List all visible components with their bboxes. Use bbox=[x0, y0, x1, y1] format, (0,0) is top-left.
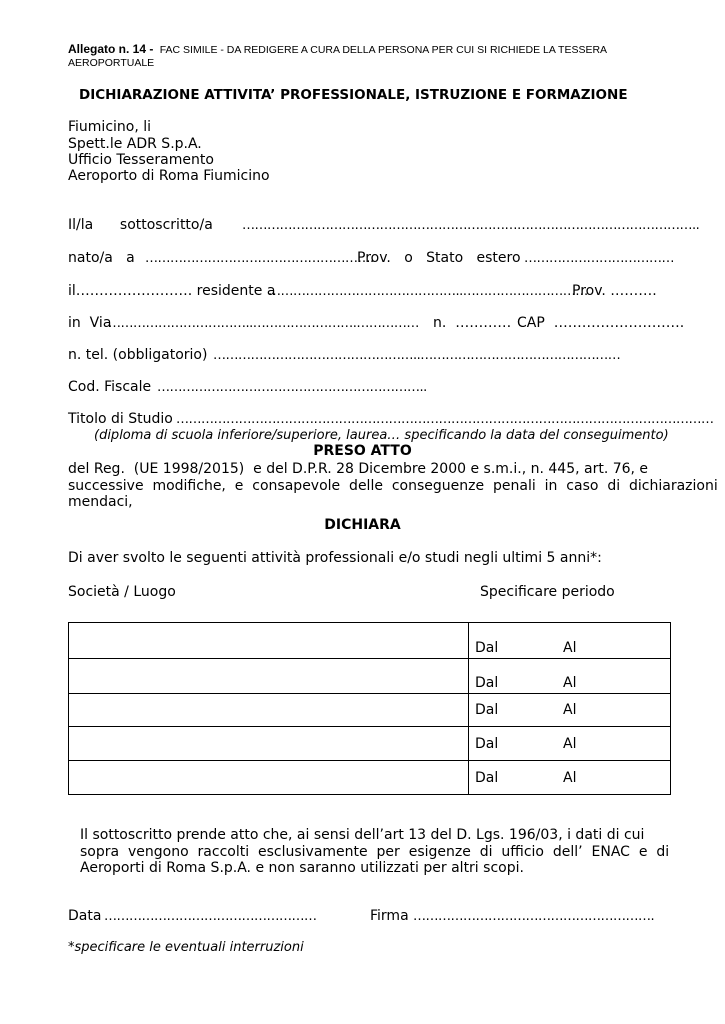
firma-field[interactable]: …………………………………………………. bbox=[413, 909, 655, 924]
period-cell[interactable] bbox=[469, 761, 671, 795]
data-field[interactable]: …………………………………………… bbox=[104, 909, 317, 924]
header-line-2: AEROPORTUALE bbox=[68, 57, 155, 69]
table-row bbox=[69, 761, 671, 795]
via-label: in Via bbox=[68, 315, 112, 331]
header-description: FAC SIMILE - DA REDIGERE A CURA DELLA PERSONA PER CUI SI RICHIEDE LA TESSERA bbox=[159, 44, 608, 56]
al-label: Al bbox=[563, 640, 577, 656]
privacy-line-2: sopra vengono raccolti esclusivamente per esigenze di ufficio dell’ ENAC e di bbox=[80, 844, 670, 860]
residente-field[interactable]: ………………………………………..………………………… bbox=[268, 284, 588, 299]
dichiara-heading: DICHIARA bbox=[324, 517, 401, 533]
header-line-1 bbox=[68, 42, 607, 56]
table-row bbox=[69, 659, 671, 694]
dal-label: Dal bbox=[475, 640, 499, 656]
sottoscritto-field[interactable]: ……………………………………………………………………………………………….. bbox=[242, 218, 700, 233]
nato-label: nato/a a bbox=[68, 250, 135, 266]
period-cell[interactable] bbox=[469, 727, 671, 761]
nato-field[interactable]: ………………………………………………. bbox=[145, 251, 374, 266]
address-line-1: Fiumicino, li bbox=[68, 119, 152, 135]
societa-cell[interactable] bbox=[69, 623, 469, 659]
via-field[interactable]: ……………………………..…………………….…………… bbox=[108, 316, 419, 331]
document-title: DICHIARAZIONE ATTIVITA’ PROFESSIONALE, ISTRUZIONE E FORMAZIONE bbox=[79, 87, 628, 103]
allegato-label: Allegato n. 14 - bbox=[68, 42, 154, 56]
col-specificare-periodo: Specificare periodo bbox=[480, 584, 615, 600]
prov-field[interactable]: Prov. ………. bbox=[572, 283, 657, 299]
al-label: Al bbox=[563, 735, 577, 752]
preso-atto-line-3: mendaci, bbox=[68, 494, 133, 510]
prov-stato-field[interactable]: ……………………………… bbox=[524, 251, 674, 266]
dal-label: Dal bbox=[475, 675, 499, 691]
al-label: Al bbox=[563, 702, 577, 718]
table-row bbox=[69, 623, 671, 659]
numero-field[interactable]: n. ………… bbox=[433, 315, 512, 331]
preso-atto-line-2: successive modifiche, e consapevole delle conseguenze penali in caso di dichiarazioni bbox=[68, 478, 718, 494]
preso-atto-heading: PRESO ATTO bbox=[313, 443, 412, 459]
dichiara-statement: Di aver svolto le seguenti attività professionali e/o studi negli ultimi 5 anni*: bbox=[68, 550, 602, 566]
tel-label: n. tel. (obbligatorio) bbox=[68, 347, 208, 363]
dal-label: Dal bbox=[475, 702, 499, 718]
privacy-line-3: Aeroporti di Roma S.p.A. e non saranno utilizzati per altri scopi. bbox=[80, 860, 524, 876]
societa-cell[interactable] bbox=[69, 659, 469, 694]
al-label: Al bbox=[563, 769, 577, 786]
dal-label: Dal bbox=[475, 769, 499, 786]
table-row bbox=[69, 694, 671, 727]
tel-field[interactable]: …………………………………………..………………………………………… bbox=[213, 348, 621, 363]
col-societa-luogo: Società / Luogo bbox=[68, 584, 176, 600]
period-cell[interactable] bbox=[469, 623, 671, 659]
dal-label: Dal bbox=[475, 735, 499, 752]
period-cell[interactable] bbox=[469, 659, 671, 694]
al-label: Al bbox=[563, 675, 577, 691]
footnote: *specificare le eventuali interruzioni bbox=[68, 940, 304, 955]
periods-table bbox=[68, 622, 671, 795]
address-line-4: Aeroporto di Roma Fiumicino bbox=[68, 168, 270, 184]
sottoscritto-label: Il/la sottoscritto/a bbox=[68, 217, 213, 233]
cap-field[interactable]: CAP ………………………. bbox=[517, 315, 685, 331]
privacy-line-1: Il sottoscritto prende atto che, ai sensi dell’art 13 del D. Lgs. 196/03, i dati di cui bbox=[80, 827, 645, 843]
cf-field[interactable]: ……………………………………………………….. bbox=[157, 380, 427, 395]
cf-label: Cod. Fiscale bbox=[68, 379, 152, 395]
prov-stato-label: Prov. o Stato estero bbox=[357, 250, 521, 266]
titolo-field[interactable]: ………………………………………………………………………………………………………………… bbox=[176, 412, 714, 427]
il-residente-label[interactable]: il……………………. residente a bbox=[68, 283, 276, 299]
titolo-note: (diploma di scuola inferiore/superiore, laurea… specificando la data del conseguimento) bbox=[94, 428, 669, 443]
societa-cell[interactable] bbox=[69, 694, 469, 727]
firma-label: Firma bbox=[370, 908, 409, 924]
societa-cell[interactable] bbox=[69, 727, 469, 761]
table-row bbox=[69, 727, 671, 761]
address-line-3: Ufficio Tesseramento bbox=[68, 152, 214, 168]
period-cell[interactable] bbox=[469, 694, 671, 727]
titolo-label: Titolo di Studio bbox=[68, 411, 173, 427]
societa-cell[interactable] bbox=[69, 761, 469, 795]
address-line-2: Spett.le ADR S.p.A. bbox=[68, 136, 202, 152]
preso-atto-line-1: del Reg. (UE 1998/2015) e del D.P.R. 28 Dicembre 2000 e s.m.i., n. 445, art. 76, e bbox=[68, 461, 649, 477]
data-label: Data bbox=[68, 908, 102, 924]
